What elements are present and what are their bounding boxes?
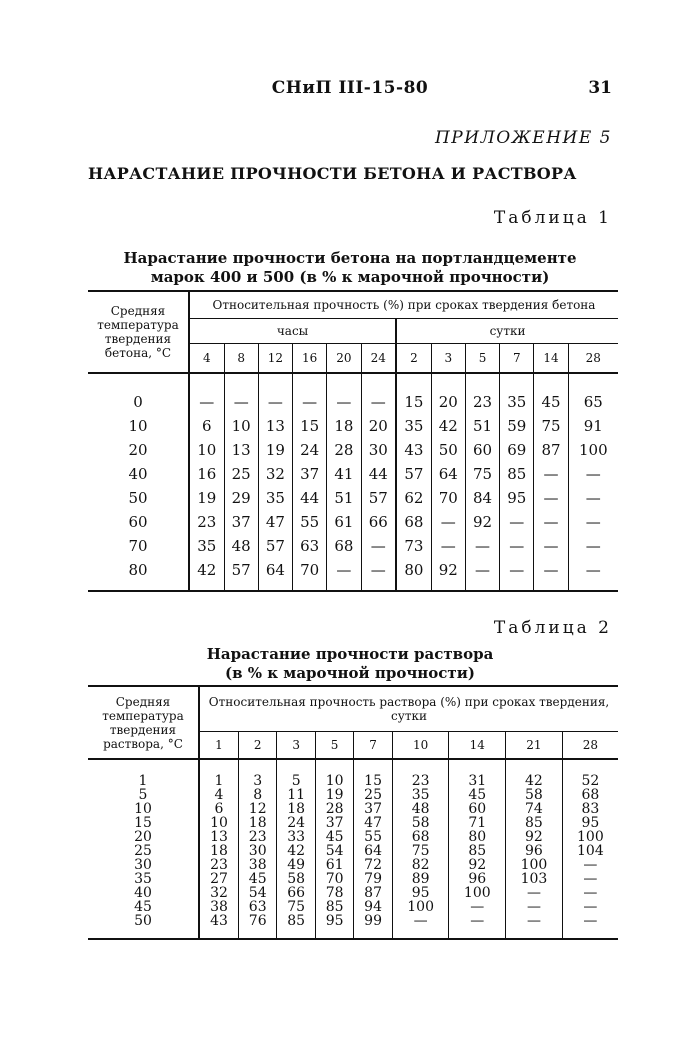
strength-cell: 10 [224, 414, 258, 438]
strength-cell: — [500, 558, 534, 591]
strength-cell: 96 [506, 844, 563, 858]
strength-cell: 23 [197, 513, 217, 531]
strength-cell: 23 [392, 759, 449, 788]
strength-cell: 68 [562, 788, 618, 802]
strength-cell: 78 [315, 886, 353, 900]
strength-cell: 45 [534, 373, 568, 414]
table1-label: Таблица 1 [493, 208, 612, 228]
strength-cell: 49 [277, 858, 315, 872]
strength-cell: 74 [506, 802, 563, 816]
strength-cell: 103 [506, 872, 563, 886]
table2-main-header: Относительная прочность раствора (%) при сроках твердения, сутки [199, 686, 618, 732]
strength-cell: 92 [431, 558, 465, 591]
table-row [88, 414, 618, 438]
temperature-cell: 30 [88, 858, 199, 872]
strength-cell: 51 [327, 486, 361, 510]
temperature-cell: 40 [88, 462, 189, 486]
table1-column-header: 14 [534, 344, 568, 374]
strength-cell: 10 [210, 815, 228, 831]
strength-cell: 64 [431, 462, 465, 486]
strength-cell: 24 [277, 816, 315, 830]
page-title: НАРАСТАНИЕ ПРОЧНОСТИ БЕТОНА И РАСТВОРА [88, 164, 577, 183]
strength-cell: 23 [465, 373, 499, 414]
strength-cell: 55 [354, 830, 392, 844]
table-row [88, 872, 618, 886]
temperature-cell: 80 [88, 558, 189, 591]
table1-main-header: Относительная прочность (%) при сроках твердения бетона [189, 291, 618, 319]
strength-cell: 60 [449, 802, 506, 816]
table-row [88, 886, 618, 900]
strength-cell: — [534, 534, 568, 558]
strength-cell: — [327, 558, 361, 591]
strength-cell: — [449, 914, 506, 939]
strength-cell: 85 [315, 900, 353, 914]
table1-caption-line2: марок 400 и 500 (в % к марочной прочности) [150, 268, 550, 286]
strength-cell: 43 [396, 438, 431, 462]
strength-cell: 20 [431, 373, 465, 414]
strength-cell: 70 [315, 872, 353, 886]
strength-cell: 100 [568, 438, 618, 462]
table2-column-header: 21 [506, 732, 563, 760]
strength-cell: 42 [431, 414, 465, 438]
strength-cell: 32 [210, 885, 228, 901]
strength-cell: 44 [293, 486, 327, 510]
temperature-cell: 10 [88, 802, 199, 816]
strength-cell: 85 [277, 914, 315, 939]
temperature-cell: 35 [88, 872, 199, 886]
strength-cell: 1 [214, 773, 224, 789]
strength-cell: 80 [396, 558, 431, 591]
strength-cell: 44 [361, 462, 396, 486]
table1-column-header: 16 [293, 344, 327, 374]
strength-cell: 69 [500, 438, 534, 462]
strength-cell: 61 [315, 858, 353, 872]
strength-cell: 57 [224, 558, 258, 591]
strength-cell: 104 [562, 844, 618, 858]
strength-cell: 35 [392, 788, 449, 802]
table-row [88, 486, 618, 510]
strength-cell: 70 [431, 486, 465, 510]
strength-cell: 11 [277, 788, 315, 802]
table2-column-header: 2 [238, 732, 276, 760]
strength-cell: 35 [258, 486, 292, 510]
strength-cell: 57 [396, 462, 431, 486]
strength-cell: 62 [396, 486, 431, 510]
strength-cell: 66 [277, 886, 315, 900]
strength-cell: 100 [506, 858, 563, 872]
temperature-cell: 20 [88, 438, 189, 462]
strength-cell: 4 [214, 787, 224, 803]
temperature-cell: 20 [88, 830, 199, 844]
strength-cell: 75 [534, 414, 568, 438]
strength-cell: 63 [293, 534, 327, 558]
table-row [88, 900, 618, 914]
strength-cell: — [500, 510, 534, 534]
strength-cell: 12 [238, 802, 276, 816]
temperature-cell: 45 [88, 900, 199, 914]
strength-cell: 60 [465, 438, 499, 462]
strength-cell: 64 [258, 558, 292, 591]
strength-cell: — [224, 373, 258, 414]
strength-cell: 13 [224, 438, 258, 462]
temperature-cell: 10 [88, 414, 189, 438]
strength-cell: 47 [258, 510, 292, 534]
strength-cell: 66 [361, 510, 396, 534]
strength-cell: — [431, 510, 465, 534]
table1-column-header: 8 [224, 344, 258, 374]
table-row [88, 914, 618, 939]
strength-cell: 45 [238, 872, 276, 886]
strength-cell: — [562, 872, 618, 886]
strength-cell: 42 [189, 558, 224, 591]
strength-cell: 83 [562, 802, 618, 816]
strength-cell: 23 [210, 857, 228, 873]
temperature-cell: 50 [88, 914, 199, 939]
table2-column-header: 14 [449, 732, 506, 760]
table-row [88, 844, 618, 858]
strength-cell: 28 [327, 438, 361, 462]
strength-cell: 42 [277, 844, 315, 858]
strength-cell: 32 [258, 462, 292, 486]
strength-cell: 24 [293, 438, 327, 462]
strength-cell: — [258, 373, 292, 414]
table1-column-header: 5 [465, 344, 499, 374]
strength-cell: 13 [258, 414, 292, 438]
strength-cell: 100 [392, 900, 449, 914]
table2-column-header: 5 [315, 732, 353, 760]
strength-cell: 19 [197, 489, 217, 507]
strength-cell: 57 [361, 486, 396, 510]
strength-cell: 95 [500, 486, 534, 510]
appendix-label: ПРИЛОЖЕНИЕ 5 [434, 128, 612, 148]
strength-cell: 45 [315, 830, 353, 844]
table-row [88, 858, 618, 872]
table1-column-header: 24 [361, 344, 396, 374]
strength-cell: 16 [197, 465, 217, 483]
strength-cell: — [465, 558, 499, 591]
strength-cell: — [568, 558, 618, 591]
strength-cell: 85 [449, 844, 506, 858]
table-row [88, 802, 618, 816]
table-row [88, 462, 618, 486]
strength-cell: 43 [199, 914, 238, 939]
strength-cell: — [392, 914, 449, 939]
strength-cell: — [534, 486, 568, 510]
strength-cell: 76 [238, 914, 276, 939]
strength-cell: 37 [354, 802, 392, 816]
strength-cell: 19 [315, 788, 353, 802]
strength-cell: 33 [277, 830, 315, 844]
table-row [88, 816, 618, 830]
strength-cell: — [534, 510, 568, 534]
strength-cell: 52 [562, 759, 618, 788]
strength-cell: 50 [431, 438, 465, 462]
table-row [88, 830, 618, 844]
strength-cell: 55 [293, 510, 327, 534]
strength-cell: 79 [354, 872, 392, 886]
document-code: СНиП III-15-80 [271, 78, 429, 98]
table1-column-header: 20 [327, 344, 361, 374]
table1-days-header: сутки [396, 319, 618, 344]
concrete-strength-table [88, 290, 618, 592]
strength-cell: 72 [354, 858, 392, 872]
strength-cell: 85 [506, 816, 563, 830]
strength-cell: 27 [210, 871, 228, 887]
strength-cell: 35 [197, 537, 217, 555]
strength-cell: 64 [354, 844, 392, 858]
strength-cell: — [293, 373, 327, 414]
table2-caption-line1: Нарастание прочности раствора [206, 645, 494, 663]
strength-cell: 80 [449, 830, 506, 844]
strength-cell: 95 [562, 816, 618, 830]
table1-column-header: 3 [431, 344, 465, 374]
strength-cell: 99 [354, 914, 392, 939]
strength-cell: — [431, 534, 465, 558]
temperature-cell: 1 [88, 759, 199, 788]
strength-cell: — [562, 858, 618, 872]
strength-cell: 15 [293, 414, 327, 438]
table1-column-header: 2 [396, 344, 431, 374]
strength-cell: 75 [465, 462, 499, 486]
strength-cell: 57 [258, 534, 292, 558]
strength-cell: 73 [396, 534, 431, 558]
strength-cell: 5 [277, 759, 315, 788]
strength-cell: — [449, 900, 506, 914]
strength-cell: 65 [568, 373, 618, 414]
temperature-cell: 15 [88, 816, 199, 830]
strength-cell: — [199, 393, 215, 411]
table2-caption-line2: (в % к марочной прочности) [225, 664, 475, 682]
strength-cell: 38 [210, 899, 228, 915]
strength-cell: 92 [506, 830, 563, 844]
strength-cell: — [506, 886, 563, 900]
strength-cell: 18 [238, 816, 276, 830]
strength-cell: 95 [315, 914, 353, 939]
table2-column-header: 7 [354, 732, 392, 760]
strength-cell: 89 [392, 872, 449, 886]
table1-column-header: 7 [500, 344, 534, 374]
strength-cell: 91 [568, 414, 618, 438]
strength-cell: — [500, 534, 534, 558]
strength-cell: 87 [534, 438, 568, 462]
strength-cell: 15 [396, 373, 431, 414]
table1-column-header: 28 [568, 344, 618, 374]
strength-cell: 92 [465, 510, 499, 534]
strength-cell: 15 [354, 759, 392, 788]
strength-cell: 51 [465, 414, 499, 438]
strength-cell: 61 [327, 510, 361, 534]
strength-cell: — [534, 462, 568, 486]
strength-cell: 47 [354, 816, 392, 830]
table2-row-header: Средняя температура твердения раствора, °С [88, 686, 199, 759]
table2-column-header: 3 [277, 732, 315, 760]
strength-cell: 58 [392, 816, 449, 830]
table2-column-header: 28 [562, 732, 618, 760]
strength-cell: 37 [224, 510, 258, 534]
strength-cell: 48 [224, 534, 258, 558]
table-row [88, 438, 618, 462]
strength-cell: 23 [238, 830, 276, 844]
table2-label: Таблица 2 [493, 618, 612, 638]
strength-cell: 42 [506, 759, 563, 788]
strength-cell: 18 [327, 414, 361, 438]
temperature-cell: 60 [88, 510, 189, 534]
temperature-cell: 5 [88, 788, 199, 802]
strength-cell: 85 [500, 462, 534, 486]
strength-cell: — [361, 558, 396, 591]
strength-cell: — [562, 886, 618, 900]
table-row [88, 558, 618, 591]
strength-cell: 29 [224, 486, 258, 510]
strength-cell: 75 [277, 900, 315, 914]
strength-cell: 37 [315, 816, 353, 830]
strength-cell: 68 [396, 510, 431, 534]
page-number: 31 [588, 78, 612, 98]
strength-cell: 95 [392, 886, 449, 900]
temperature-cell: 0 [88, 373, 189, 414]
strength-cell: 37 [293, 462, 327, 486]
strength-cell: 75 [392, 844, 449, 858]
strength-cell: 18 [210, 843, 228, 859]
strength-cell: — [568, 486, 618, 510]
strength-cell: 25 [224, 462, 258, 486]
table1-caption-line1: Нарастание прочности бетона на портландцементе [123, 249, 577, 267]
strength-cell: — [506, 900, 563, 914]
strength-cell: 8 [238, 788, 276, 802]
strength-cell: 30 [361, 438, 396, 462]
strength-cell: 19 [258, 438, 292, 462]
strength-cell: — [568, 462, 618, 486]
table2-column-header: 1 [199, 732, 238, 760]
strength-cell: 25 [354, 788, 392, 802]
strength-cell: 100 [449, 886, 506, 900]
table1-caption [0, 249, 700, 287]
table-row [88, 510, 618, 534]
strength-cell: 59 [500, 414, 534, 438]
temperature-cell: 70 [88, 534, 189, 558]
temperature-cell: 40 [88, 886, 199, 900]
strength-cell: — [568, 534, 618, 558]
strength-cell: 82 [392, 858, 449, 872]
strength-cell: — [534, 558, 568, 591]
table2-caption [0, 645, 700, 683]
strength-cell: 10 [315, 759, 353, 788]
strength-cell: 48 [392, 802, 449, 816]
strength-cell: 31 [449, 759, 506, 788]
strength-cell: 63 [238, 900, 276, 914]
strength-cell: 68 [392, 830, 449, 844]
strength-cell: — [465, 534, 499, 558]
strength-cell: 10 [197, 441, 217, 459]
strength-cell: 6 [202, 417, 212, 435]
strength-cell: 45 [449, 788, 506, 802]
strength-cell: 13 [210, 829, 228, 845]
strength-cell: 54 [238, 886, 276, 900]
strength-cell: 35 [500, 373, 534, 414]
mortar-strength-table [88, 685, 618, 940]
temperature-cell: 25 [88, 844, 199, 858]
strength-cell: 87 [354, 886, 392, 900]
strength-cell: — [361, 373, 396, 414]
strength-cell: 54 [315, 844, 353, 858]
strength-cell: 58 [277, 872, 315, 886]
temperature-cell: 50 [88, 486, 189, 510]
table-row [88, 534, 618, 558]
strength-cell: 35 [396, 414, 431, 438]
strength-cell: 94 [354, 900, 392, 914]
strength-cell: 38 [238, 858, 276, 872]
strength-cell: 58 [506, 788, 563, 802]
strength-cell: 68 [327, 534, 361, 558]
strength-cell: — [562, 914, 618, 939]
strength-cell: — [568, 510, 618, 534]
strength-cell: 84 [465, 486, 499, 510]
strength-cell: — [327, 373, 361, 414]
strength-cell: — [361, 534, 396, 558]
table1-row-header: Средняя температура твердения бетона, °С [88, 291, 189, 373]
strength-cell: 6 [214, 801, 224, 817]
table-row [88, 788, 618, 802]
strength-cell: 3 [238, 759, 276, 788]
table1-column-header: 12 [258, 344, 292, 374]
table-row [88, 759, 618, 788]
table-row [88, 373, 618, 414]
strength-cell: 41 [327, 462, 361, 486]
strength-cell: 92 [449, 858, 506, 872]
strength-cell: 100 [562, 830, 618, 844]
strength-cell: 71 [449, 816, 506, 830]
table2-column-header: 10 [392, 732, 449, 760]
strength-cell: 70 [293, 558, 327, 591]
strength-cell: — [562, 900, 618, 914]
strength-cell: — [506, 914, 563, 939]
strength-cell: 18 [277, 802, 315, 816]
strength-cell: 96 [449, 872, 506, 886]
table1-hours-header: часы [189, 319, 396, 344]
strength-cell: 30 [238, 844, 276, 858]
strength-cell: 20 [361, 414, 396, 438]
strength-cell: 28 [315, 802, 353, 816]
table1-column-header: 4 [189, 344, 224, 374]
